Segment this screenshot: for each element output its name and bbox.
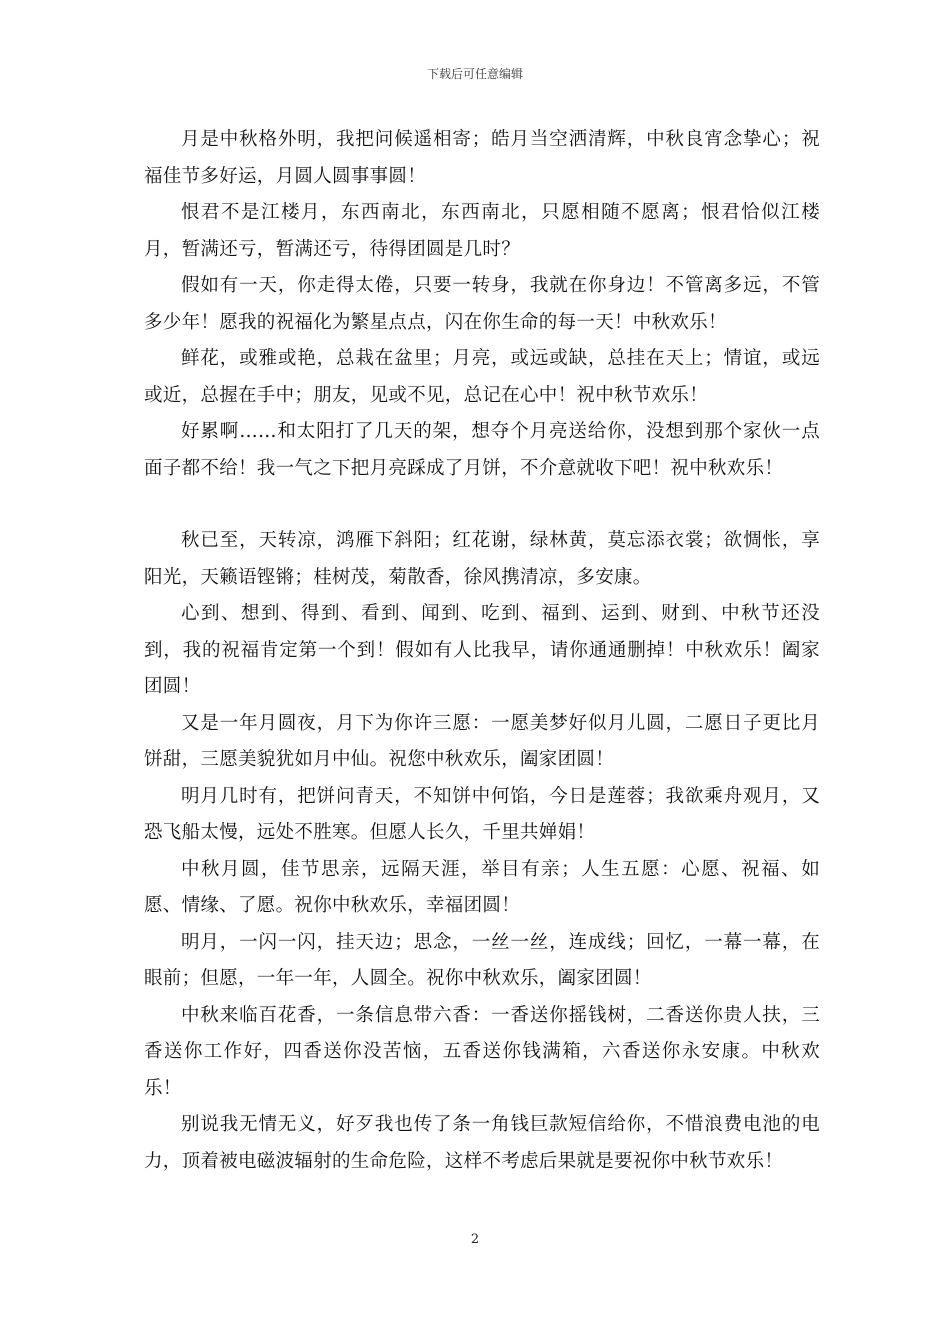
paragraph: 秋已至，天转凉，鸿雁下斜阳；红花谢，绿林黄，莫忘添衣裳；欲惆怅，享阳光，天籁语铿锵；桂树茂，菊散香，徐风携清凉，多安康。 <box>144 530 820 588</box>
paragraph: 明月几时有，把饼问青天，不知饼中何馅，今日是莲蓉；我欲乘舟观月，又恐飞船太慢，远处不胜寒。但愿人长久，千里共婵娟！ <box>144 785 820 843</box>
paragraph: 恨君不是江楼月，东西南北，东西南北，只愿相随不愿离；恨君恰似江楼月，暂满还亏，暂满还亏，待得团圆是几时？ <box>144 202 820 260</box>
paragraph-gap <box>144 487 820 523</box>
paragraph: 好累啊……和太阳打了几天的架，想夺个月亮送给你，没想到那个家伙一点面子都不给！我一气之下把月亮踩成了月饼，不介意就收下吧！祝中秋欢乐！ <box>144 421 820 479</box>
page-number: 2 <box>470 1232 480 1247</box>
paragraph: 鲜花，或雅或艳，总栽在盆里；月亮，或远或缺，总挂在天上；情谊，或远或近，总握在手中；朋友，见或不见，总记在心中！祝中秋节欢乐！ <box>144 348 820 406</box>
header-note: 下载后可任意编辑 <box>426 67 523 81</box>
paragraph: 明月，一闪一闪，挂天边；思念，一丝一丝，连成线；回忆，一幕一幕，在眼前；但愿，一年一年，人圆全。祝你中秋欢乐，阖家团圆！ <box>144 931 820 989</box>
paragraph: 月是中秋格外明，我把问候遥相寄；皓月当空洒清辉，中秋良宵念挚心；祝福佳节多好运，月圆人圆事事圆！ <box>144 129 820 187</box>
paragraph: 又是一年月圆夜，月下为你许三愿：一愿美梦好似月儿圆，二愿日子更比月饼甜，三愿美貌犹如月中仙。祝您中秋欢乐，阖家团圆！ <box>144 712 820 770</box>
document-body <box>144 122 820 1180</box>
paragraph: 中秋来临百花香，一条信息带六香：一香送你摇钱树，二香送你贵人扶，三香送你工作好，四香送你没苦恼，五香送你钱满箱，六香送你永安康。中秋欢乐！ <box>144 1004 820 1099</box>
paragraph: 心到、想到、得到、看到、闻到、吃到、福到、运到、财到、中秋节还没到，我的祝福肯定第一个到！假如有人比我早，请你通通删掉！中秋欢乐！阖家团圆！ <box>144 603 820 697</box>
paragraph: 别说我无情无义，好歹我也传了条一角钱巨款短信给你，不惜浪费电池的电力，顶着被电磁波辐射的生命危险，这样不考虑后果就是要祝你中秋节欢乐！ <box>144 1114 820 1172</box>
paragraph: 假如有一天，你走得太倦，只要一转身，我就在你身边！不管离多远，不管多少年！愿我的祝福化为繁星点点，闪在你生命的每一天！中秋欢乐！ <box>144 275 820 333</box>
paragraph: 中秋月圆，佳节思亲，远隔天涯，举目有亲；人生五愿：心愿、祝福、如愿、情缘、了愿。祝你中秋欢乐，幸福团圆！ <box>144 858 820 916</box>
